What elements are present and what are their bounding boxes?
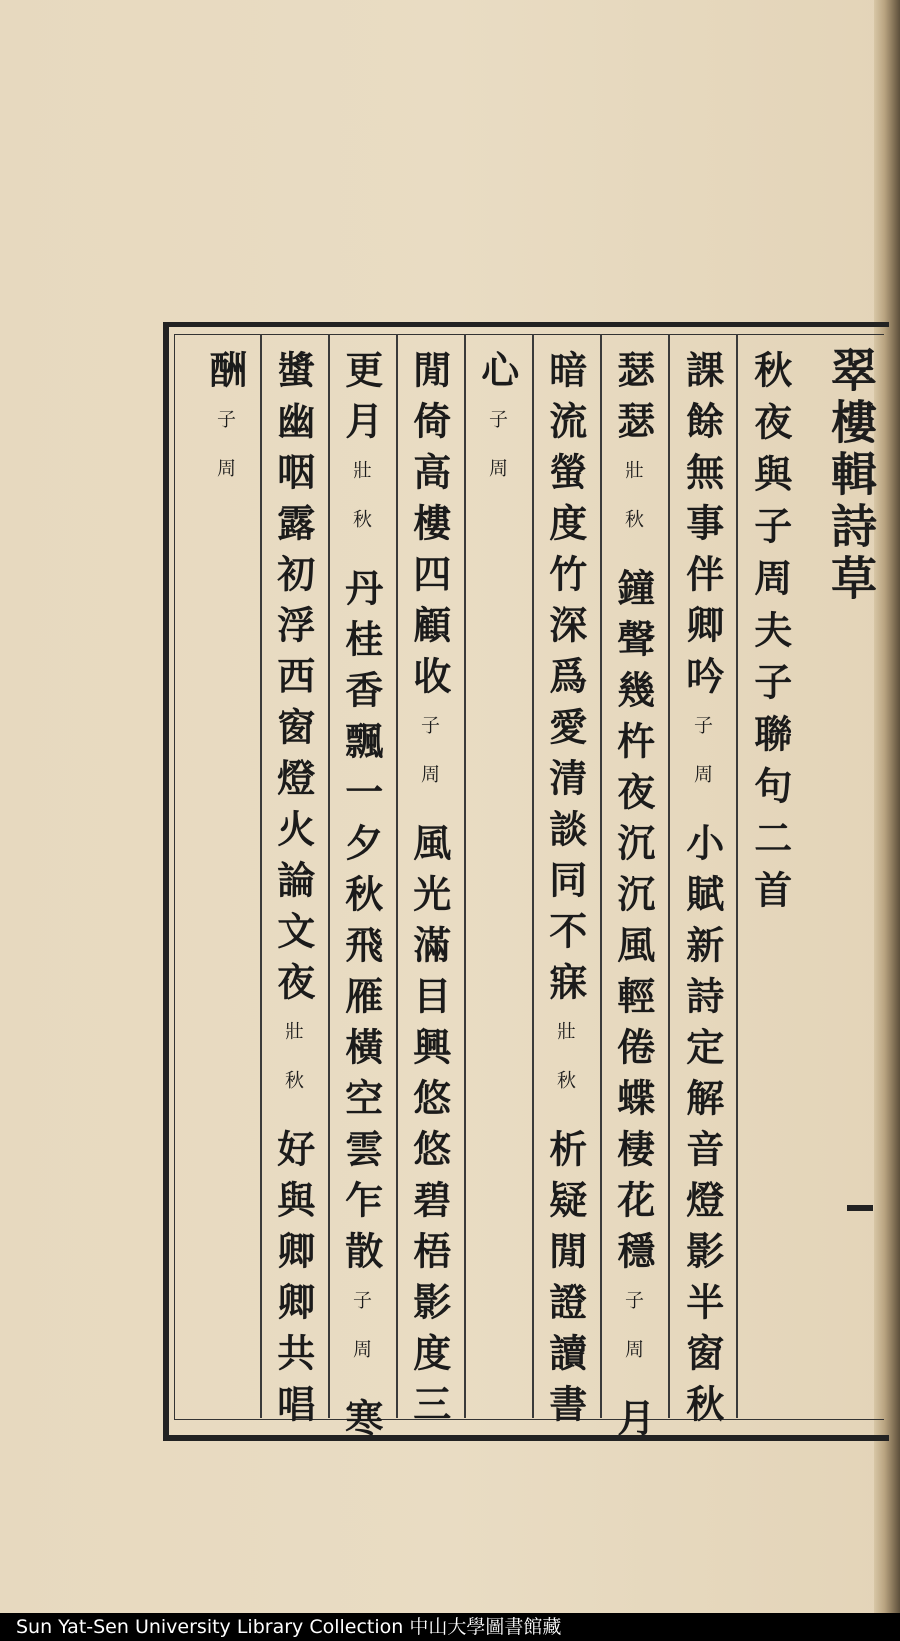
text-column-4 — [465, 350, 529, 1415]
verse-text: 丹桂香飄一夕秋飛雁橫空雲乍散 — [338, 568, 384, 1282]
verse-text: 寒 — [338, 1398, 384, 1449]
watermark-caption: Sun Yat-Sen University Library Collection 中山大學圖書館藏 — [0, 1613, 900, 1641]
text-column-2 — [601, 350, 665, 1449]
speaker-note: 子周 — [486, 409, 508, 507]
column-rule — [396, 334, 398, 1418]
column-rule — [260, 334, 262, 1418]
text-column-5 — [397, 350, 461, 1435]
verse-text: 課餘無事伴卿吟 — [679, 350, 725, 707]
speaker-note: 壯秋 — [554, 1021, 576, 1119]
verse-text: 閒倚高樓四顧收 — [406, 350, 452, 707]
verse-text: 心 — [474, 350, 520, 401]
folio-mark — [847, 1205, 873, 1211]
speaker-note: 壯秋 — [282, 1021, 304, 1119]
text-column-1 — [670, 350, 734, 1435]
verse-text: 暗流螢度竹深爲愛清談同不寐 — [542, 350, 588, 1013]
book-title: 翠樓輯詩草 — [824, 346, 878, 606]
column-rule — [736, 334, 738, 1418]
column-rule — [532, 334, 534, 1418]
verse-text: 風光滿目興悠悠碧梧影度三 — [406, 823, 452, 1435]
text-column-8 — [193, 350, 257, 1415]
speaker-note: 子周 — [214, 409, 236, 507]
speaker-note: 壯秋 — [622, 460, 644, 558]
verse-text: 析疑閒證讀書 — [542, 1129, 588, 1435]
column-rule — [600, 334, 602, 1418]
poem-title: 秋夜與子周夫子聯句二首 — [747, 350, 793, 922]
column-rule — [668, 334, 670, 1418]
verse-text: 更月 — [338, 350, 384, 452]
speaker-note: 壯秋 — [350, 460, 372, 558]
verse-text: 酬 — [202, 350, 248, 401]
text-column-7 — [261, 350, 325, 1435]
verse-text: 月 — [610, 1398, 656, 1449]
speaker-note: 子周 — [418, 715, 440, 813]
column-rule — [464, 334, 466, 1418]
verse-text: 螿幽咽露初浮西窗燈火論文夜 — [270, 350, 316, 1013]
text-column-3 — [533, 350, 597, 1435]
verse-text: 好與卿卿共唱 — [270, 1129, 316, 1435]
column-rule — [328, 334, 330, 1418]
speaker-note: 子周 — [350, 1290, 372, 1388]
text-column-6 — [329, 350, 393, 1449]
verse-text: 鐘聲幾杵夜沉沉風輕倦蝶棲花穩 — [610, 568, 656, 1282]
verse-text: 瑟瑟 — [610, 350, 656, 452]
speaker-note: 子周 — [622, 1290, 644, 1388]
speaker-note: 子周 — [691, 715, 713, 813]
poem-title-column — [738, 350, 802, 1415]
verse-text: 小賦新詩定解音燈影半窗秋 — [679, 823, 725, 1435]
